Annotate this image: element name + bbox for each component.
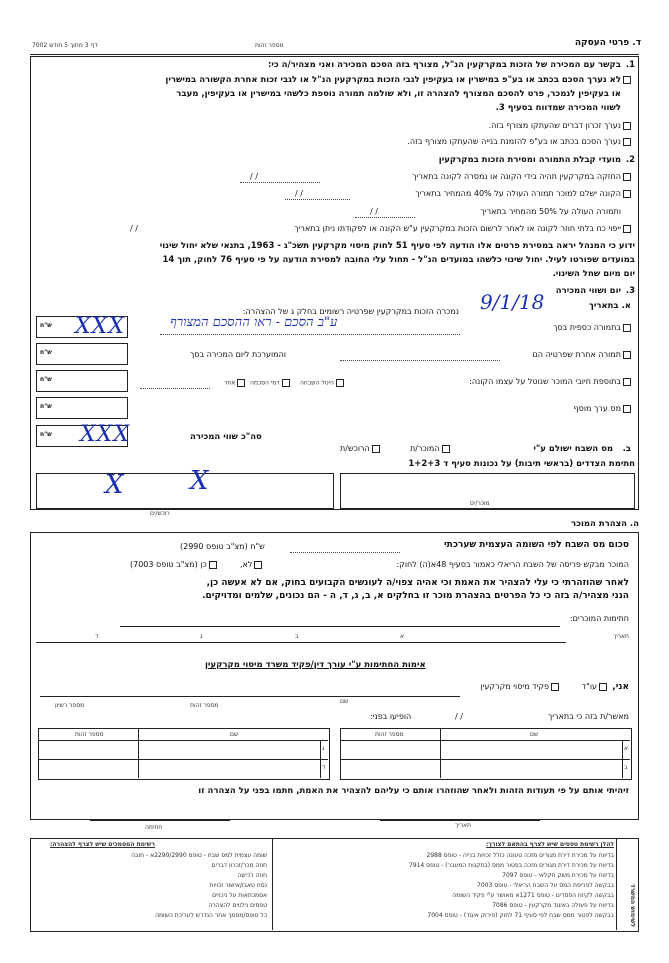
s3-sale-date[interactable]: 9/1/18 xyxy=(480,290,545,314)
table-left-col-name: שם xyxy=(230,731,239,738)
s3-number: 3. xyxy=(625,286,635,296)
section-h-title: ה. הצהרת המוכר xyxy=(571,519,639,529)
currency-1: ש"ח xyxy=(40,322,52,329)
s3-date-label: א. בתאריך xyxy=(588,301,631,311)
h-signatures-label: חתימות המוכרים: xyxy=(569,614,629,623)
h-deferral-line: המוכר מבקש פריסה של השבח הריאלי כאמור בסעיף 48א(ה) לחוק: xyxy=(396,560,629,569)
attest-official[interactable]: פקיד מיסוי מקרקעין xyxy=(480,682,559,692)
s1-option-memo[interactable]: נערך זכרון דברים שהעתקו מצורף בזה. xyxy=(489,121,631,131)
attach-left-item-3: חוזה רכישה xyxy=(237,872,267,879)
s3-checkbox-vat[interactable] xyxy=(623,405,631,413)
attest-appeared: הופיעו בפני: xyxy=(370,712,412,721)
currency-4: ש"ח xyxy=(40,403,52,410)
table-right-row-b: ב xyxy=(624,764,628,771)
s3-opt-other[interactable]: אחר xyxy=(224,379,245,388)
attach-left-item-7: כל טופס/מסמך אחר הנדרש לעריכת השומה xyxy=(155,912,267,919)
attest-stamp-label: חתימה xyxy=(145,824,163,831)
attach-right-item-6: בדיווח על פעולה באיגוד מקרקעין - טופס 7086 xyxy=(492,902,614,909)
attach-right-item-7: בבקשה לפטור ממס שבח לפי סעיף 71 לחוק (פירוק איגוד) - טופס 7004 xyxy=(427,912,614,919)
s2-date-4[interactable]: / / xyxy=(130,224,138,233)
s1-checkbox-1[interactable] xyxy=(623,76,631,84)
attest-lawyer[interactable]: עו"ד xyxy=(582,682,607,692)
currency-3: ש"ח xyxy=(40,376,52,383)
h-deferral-yes[interactable]: כן (מצ"ב טופס 7003) xyxy=(130,560,217,570)
s3-b-buyer[interactable]: הרוכש/ת xyxy=(340,444,380,454)
s1-checkbox-3[interactable] xyxy=(623,138,631,146)
s2-number: 2. xyxy=(625,155,635,165)
header-rule xyxy=(30,54,639,55)
header-id-label: מספר זהות xyxy=(255,42,284,49)
s3-signatures-title: חתימת הצדדים (בראשי תיבות) על נכונות סעיף ד 1+2+3 xyxy=(408,459,635,469)
attach-right-item-1: בדיווח על מכירת דירת מגורים מזכה טעונה כולל זכויות בנייה - טופס 2988 xyxy=(426,852,614,859)
s3-b-text: מס השבח ישולם ע"י xyxy=(533,444,613,454)
buyer-signature-box[interactable] xyxy=(36,473,334,509)
s1-option-no-agreement[interactable]: לא נערך הסכם בכתב או בע"פ במישרין או בעקיפין לגבי הזכות במקרקעין הנ"ל או לגבי זכות אחרת הקשורה במישרין xyxy=(165,75,631,85)
s2-note-1: ידוע כי המנהל יראה במסירת פרטים אלו הודעה לפי סעיף 51 לחוק מיסוי מקרקעין תשכ"ג - 1963, בתנאי שלא יחול שינוי xyxy=(159,241,635,251)
seller-sig-label: מוכר/ים xyxy=(470,500,490,507)
attach-left-item-5: אסמכתאות על ניכויים xyxy=(212,892,267,899)
attest-date-label: תאריך xyxy=(455,822,471,829)
attach-right-item-4: בבקשה לפריסת המס על השבח הריאלי - טופס 7003 xyxy=(477,882,614,889)
attest-confirm: מאשר/ת בזה כי בתאריך xyxy=(547,712,629,721)
s2-power-of-attorney-line[interactable]: ייפוי כח בלתי חוזר לקונה או לאחר לרשום הזכות במקרקעין ע"ש הקונה או לפקודתו ניתן בתאריך xyxy=(294,224,631,234)
attach-left-item-4: נסח טאבו/אישור זכויות xyxy=(209,882,267,889)
table-left-row-d: ד xyxy=(322,764,326,771)
h-sig-d[interactable]: ד xyxy=(95,633,99,640)
s3-checkbox-obligations[interactable] xyxy=(623,378,631,386)
s1-option-build-contract[interactable]: נערך הסכם בכתב או בע"פ להזמנת בנייה שהעתקו מצורף בזה. xyxy=(407,137,631,147)
s2-checkbox-2[interactable] xyxy=(623,190,631,198)
s1-option-line2: או בעקיפין לנמכר, פרט להסכם המצורף להצהרה זו, ולא שולמה תמורה נוספת כלשהי במישרין או בעקיפין, מעבר xyxy=(176,89,621,99)
attest-ani: אני, xyxy=(612,682,629,692)
s2-date-1[interactable]: / / xyxy=(250,172,258,181)
s3-title: יום ושווי המכירה xyxy=(555,286,621,296)
s3-vat[interactable]: מס ערך מוסף xyxy=(574,404,631,414)
s3-checkbox-other[interactable] xyxy=(623,351,631,359)
amount-1-handwritten: XXX xyxy=(75,314,125,339)
s3-other-consideration[interactable]: תמורה אחרת שפרטיה הם xyxy=(532,350,631,360)
s1-title: בקשר עם המכירה של הזכות במקרקעין הנ"ל, מצורף בזה הסכם המכירה ואני מצהיר/ה כי: xyxy=(267,60,621,70)
s2-note-2: במועדים שפורטו לעיל. יחול שינוי כלשהו במועדים הנ"ל - תחול עלי החובה למסירת הודעה על פי סעיף 76 לחוק, תוך 14 xyxy=(162,255,635,265)
h-tax-line: סכום מס השבח לפי השומה העצמית שערכתי xyxy=(444,540,629,550)
s1-number: 1. xyxy=(625,60,635,70)
h-declaration-2: הנני מצהיר/ה בזה כי כל הפרטים בהצהרת מוכר זו בחלקים א, ב, ג, ד, ה - הם נכונים, שלמים ומדויקים. xyxy=(202,591,629,601)
table-right-col-name: שם xyxy=(530,731,539,738)
h-sig-b[interactable]: ב xyxy=(295,633,299,640)
attach-left-item-6: טפסים נילווים להצהרה xyxy=(208,902,267,909)
h-deferral-no[interactable]: לא, xyxy=(240,560,262,570)
s3-opt-betterment[interactable]: היטל השבחה xyxy=(300,379,344,388)
attest-name-label: שם xyxy=(340,698,349,705)
s2-note-3: יום מיום שחל השינוי. xyxy=(552,269,635,279)
s3-cash-handwritten: ע"ב הסכם - ראו ההסכם המצורף xyxy=(170,315,338,330)
h-sig-c[interactable]: ג xyxy=(200,633,203,640)
h-date-label: תאריך xyxy=(613,633,629,640)
s2-payment-50-line: ותמורה העולה על 50% מהמחיר בתאריך xyxy=(480,207,621,216)
table-right-row-a: א xyxy=(624,745,629,752)
attach-right-item-2: בדיווח על מכירת דירת מגורים מזכה בפטור ממס (בתקנות המעבר) - טופס 7914 xyxy=(408,862,614,869)
s1-option-line3: לשווי המכירה שמדווח בסעיף 3. xyxy=(495,103,621,113)
h-tax-currency: ש"ח (מצ"ב טופס 2990) xyxy=(180,542,265,551)
s3-checkbox-cash[interactable] xyxy=(623,324,631,332)
attest-date[interactable]: / / xyxy=(455,712,463,721)
s2-date-3[interactable]: / / xyxy=(370,207,378,216)
s3-total-label: סה"כ שווי המכירה xyxy=(190,432,262,442)
buyer-sig-label: רוכש/ים xyxy=(150,510,170,517)
total-handwritten: XXX xyxy=(80,422,130,447)
attach-right-title: להלן רשימת טפסים שיש לצרף בהתאם לצורך: xyxy=(486,841,614,848)
s3-cash-consideration[interactable]: בתמורה כספית בסך xyxy=(553,323,631,333)
s1-checkbox-2[interactable] xyxy=(623,122,631,130)
buyer-signature: X xyxy=(105,470,124,500)
s3-consideration-note: נמכרה הזכות במקרקעין שפרטיה רשומים בחלק ג של ההצהרה: xyxy=(242,307,459,316)
attach-right-item-3: בדיווח על מכירת משק חקלאי - טופס 7097 xyxy=(502,872,614,879)
page-info: דף 3 מתוך 5 חודש 7002 xyxy=(32,42,98,49)
s2-checkbox-3[interactable] xyxy=(623,225,631,233)
s3-b-seller[interactable]: המוכר/ת xyxy=(410,444,450,454)
table-right-col-id: מספר זהות xyxy=(375,731,404,738)
currency-total: ש"ח xyxy=(40,431,52,438)
seller-signature: X xyxy=(190,466,209,496)
table-left-col-id: מספר זהות xyxy=(75,731,104,738)
table-left-row-c: ג xyxy=(322,745,325,752)
section-d-title: ד. פרטי העסקה xyxy=(574,38,641,48)
attest-title: אימות החתימות ע"י עורך דין/פקיד משרד מיסוי מקרקעין xyxy=(205,660,426,670)
attach-right-item-5: בבקשה לקיזוז הפסדים - טופס 1271א מאושר ע"י פקיד השומה xyxy=(452,892,614,899)
s2-date-2[interactable]: / / xyxy=(295,189,303,198)
attest-id-label: מספר זהות xyxy=(190,702,219,709)
currency-2: ש"ח xyxy=(40,349,52,356)
office-use-label: לשימוש המשרד xyxy=(629,883,636,927)
h-declaration-1: לאחר שהוזהרתי כי עלי להצהיר את האמת וכי אהיה צפוי/ה לעונשים הקבועים בחוק, אם לא אעשה כן, xyxy=(206,578,629,588)
h-sig-a[interactable]: א xyxy=(400,633,405,640)
attach-left-title: רשימת המסמכים שיש לצרף להצהרה: xyxy=(50,841,155,848)
s3-opt-consent[interactable]: דמי הסכמה xyxy=(250,379,290,388)
s2-possession-line[interactable]: החזקה במקרקעין תהיה בידי הקונה או נמסרה לקונה בתאריך xyxy=(412,172,631,182)
attach-left-item-2: חוזה מכר/זכרון דברים xyxy=(211,862,267,869)
s2-title: מועדי קבלת התמורה ומסירת הזכות במקרקעין xyxy=(438,155,621,165)
s3-seller-obligations[interactable]: בתוספת חיובי המוכר שנוטל על עצמו הקונה: xyxy=(469,377,631,387)
attach-left-item-1: שומה עצמית למס שבח - טופס 2290/2990א - חובה xyxy=(131,852,267,859)
s3-other-valued: והמוערכת ליום המכירה בסך xyxy=(190,350,287,359)
attest-license-label: מספר רשיון xyxy=(55,702,85,709)
s3-b-label: ב. xyxy=(622,444,631,454)
attest-identified: זיהיתי אותם על פי תעודות הזהות ולאחר שהוזהרו אותם כי עליהם להצהיר את האמת, חתמו בפני על הצהרה זו xyxy=(198,786,629,796)
s2-checkbox-1[interactable] xyxy=(623,173,631,181)
s2-payment-40-line[interactable]: הקונה ישלם למוכר תמורה העולה על 40% מהמחיר בתאריך xyxy=(415,189,631,199)
